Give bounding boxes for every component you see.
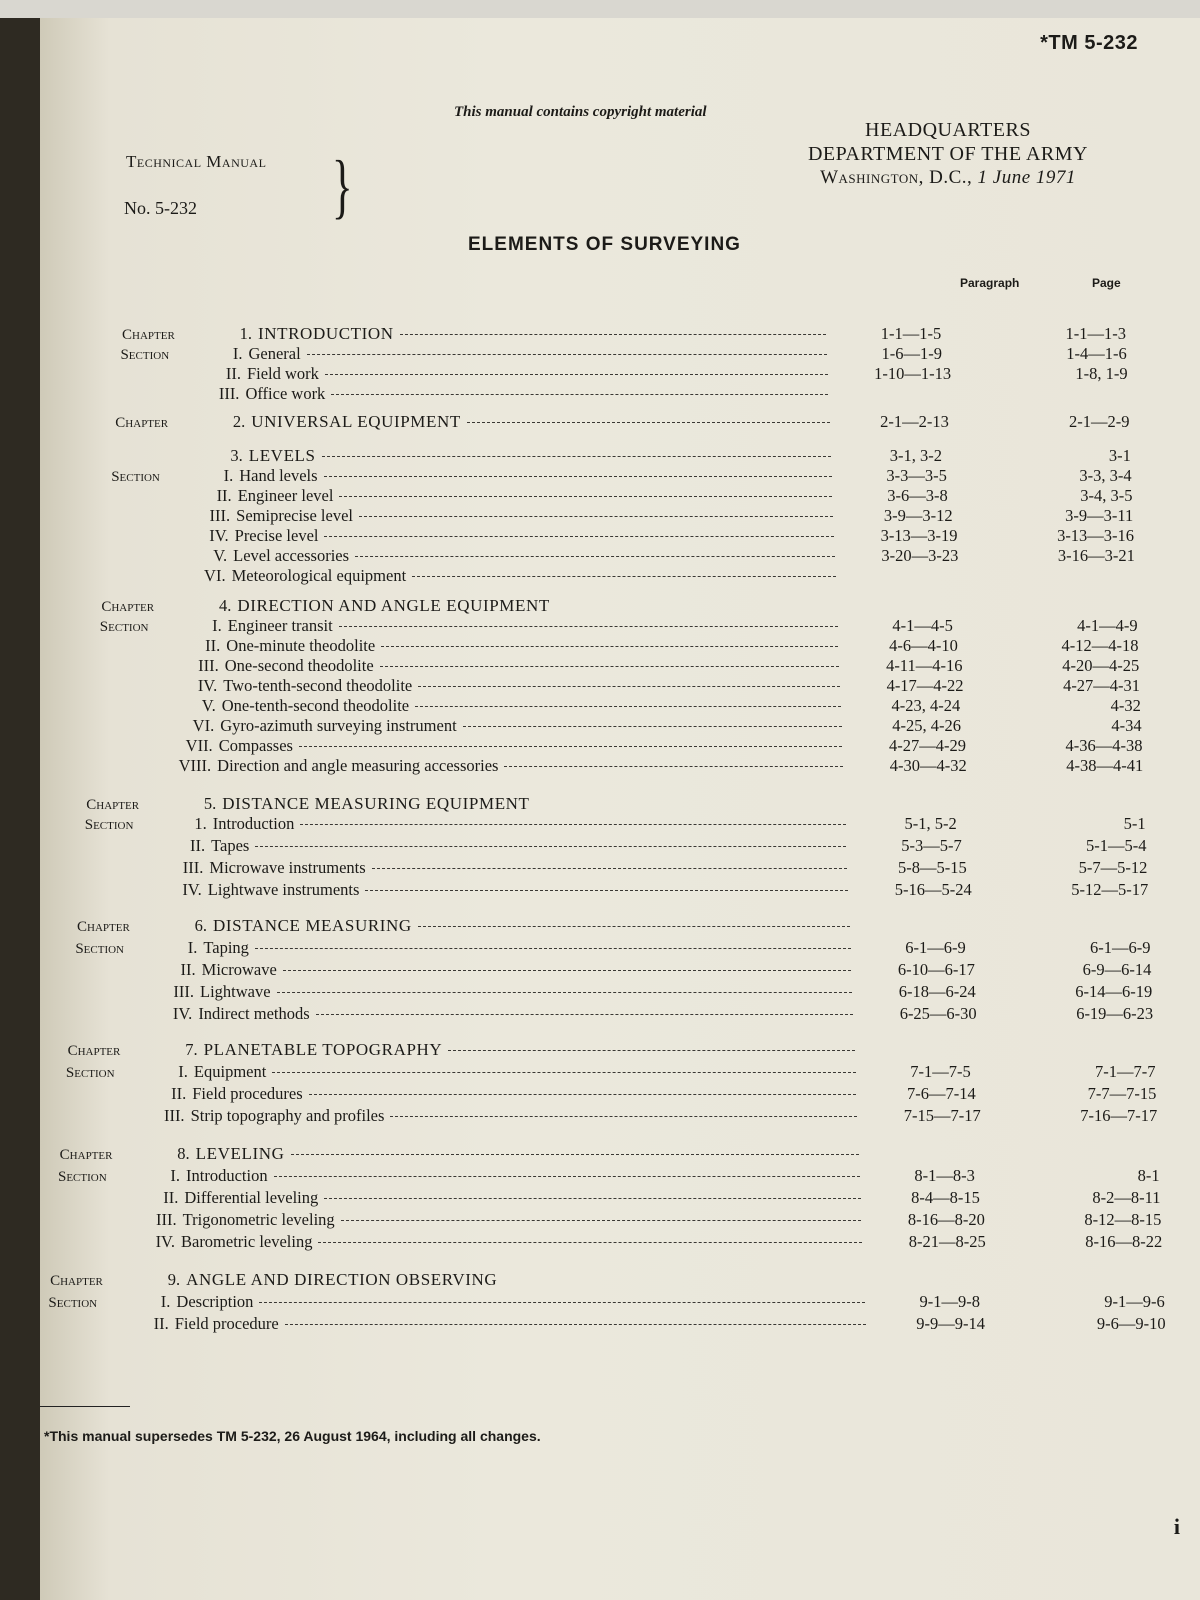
toc-number: II. (189, 836, 206, 855)
toc-label: Two-tenth-second theodolite (223, 676, 413, 695)
toc-page-range: 8-1 (1137, 1166, 1160, 1185)
column-header-page: Page (1092, 276, 1121, 290)
toc-section-row (53, 1232, 1162, 1254)
toc-paragraph-range: 3-13—3-19 (880, 526, 958, 545)
toc-section-row (58, 1166, 1160, 1188)
toc-page-range: 3-16—3-21 (1057, 546, 1135, 565)
toc-number: VII. (185, 736, 213, 755)
toc-label: One-tenth-second theodolite (221, 696, 410, 715)
toc-section-row (105, 546, 1135, 568)
toc-label: Microwave instruments (209, 858, 366, 877)
toc-number: II. (153, 1314, 169, 1333)
toc-page-range: 4-38—4-41 (1066, 756, 1144, 775)
toc-section-row (66, 1062, 1156, 1084)
toc-number: III. (173, 982, 194, 1001)
toc-paragraph-range: 5-8—5-15 (897, 858, 967, 877)
toc-leader-dots (448, 1050, 854, 1051)
toc-leader-dots (324, 476, 832, 477)
toc-section-row (95, 676, 1140, 698)
toc-paragraph-range: 9-1—9-8 (919, 1292, 980, 1311)
toc-paragraph-range: 5-16—5-24 (894, 880, 972, 899)
toc-label: LEVELS (248, 446, 316, 465)
toc-section-row (70, 1004, 1153, 1026)
toc-number: III. (163, 1106, 185, 1125)
toc-prefix: Section (48, 1295, 98, 1311)
toc-chapter-row (113, 446, 1131, 468)
toc-leader-dots (318, 1242, 862, 1243)
toc-prefix: Chapter (59, 1147, 113, 1163)
toc-number: 1. (194, 814, 207, 833)
toc-section-row (81, 858, 1147, 880)
toc-page-range: 9-6—9-10 (1096, 1314, 1166, 1333)
document-title: ELEMENTS OF SURVEYING (468, 234, 741, 255)
toc-number: II. (216, 486, 232, 505)
toc-leader-dots (380, 666, 840, 667)
toc-paragraph-range: 4-23, 4-24 (891, 696, 961, 715)
toc-paragraph-range: 3-20—3-23 (881, 546, 959, 565)
toc-label: Indirect methods (198, 1004, 310, 1023)
document-page (40, 18, 1200, 1600)
toc-section-row (91, 736, 1143, 758)
toc-leader-dots (285, 1324, 866, 1325)
toc-prefix: Chapter (77, 919, 130, 935)
toc-leader-dots (339, 496, 832, 497)
toc-label: One-minute theodolite (226, 636, 376, 655)
toc-leader-dots (400, 334, 826, 335)
footnote-rule (40, 1406, 130, 1407)
footnote: *This manual supersedes TM 5-232, 26 August 1964, including all changes. (44, 1428, 541, 1444)
location: Washington, D.C., (820, 167, 973, 188)
toc-chapter-row (50, 1270, 1164, 1292)
toc-section-row (117, 384, 1128, 406)
toc-paragraph-range: 1-10—1-13 (874, 364, 952, 383)
toc-label: DISTANCE MEASURING EQUIPMENT (222, 794, 530, 813)
toc-page-range: 4-12—4-18 (1061, 636, 1139, 655)
toc-section-row (111, 466, 1131, 488)
tm-number: *TM 5-232 (1040, 32, 1138, 54)
toc-number: II. (180, 960, 196, 979)
toc-paragraph-range: 8-21—8-25 (908, 1232, 986, 1251)
toc-section-row (100, 616, 1138, 638)
toc-section-row (48, 1292, 1164, 1314)
toc-page-range: 8-2—8-11 (1092, 1188, 1161, 1207)
toc-number: III. (156, 1210, 177, 1229)
toc-paragraph-range: 8-16—8-20 (907, 1210, 985, 1229)
toc-number: II. (163, 1188, 179, 1207)
toc-chapter-row (60, 1144, 1159, 1166)
toc-label: General (248, 344, 301, 363)
issue-date: 1 June 1971 (977, 167, 1076, 188)
toc-leader-dots (359, 516, 833, 517)
toc-label: Lightwave instruments (207, 880, 360, 899)
toc-paragraph-range: 4-27—4-29 (888, 736, 966, 755)
column-header-paragraph: Paragraph (960, 276, 1020, 290)
toc-page-range: 4-27—4-31 (1063, 676, 1141, 695)
toc-prefix: Section (84, 817, 134, 833)
toc-page-range: 4-20—4-25 (1062, 656, 1140, 675)
toc-label: Strip topography and profiles (190, 1106, 385, 1125)
toc-label: Semiprecise level (236, 506, 353, 525)
toc-label: Introduction (186, 1166, 268, 1185)
toc-page-range: 6-9—6-14 (1082, 960, 1152, 979)
toc-number: I. (178, 1062, 188, 1081)
toc-leader-dots (322, 456, 831, 457)
toc-page-range: 7-1—7-7 (1095, 1062, 1156, 1081)
toc-section-row (72, 982, 1152, 1004)
toc-label: Barometric leveling (180, 1232, 313, 1251)
toc-paragraph-range: 8-1—8-3 (914, 1166, 975, 1185)
toc-paragraph-range: 3-1, 3-2 (889, 446, 942, 465)
toc-page-range: 4-34 (1111, 716, 1142, 735)
toc-label: Engineer level (237, 486, 334, 505)
toc-section-row (74, 960, 1152, 982)
toc-prefix: Section (99, 619, 149, 635)
toc-number: V. (213, 546, 228, 565)
toc-label: Differential leveling (184, 1188, 319, 1207)
toc-leader-dots (259, 1302, 864, 1303)
toc-number: 6. (194, 916, 207, 935)
toc-page-range: 5-7—5-12 (1078, 858, 1148, 877)
toc-page-range: 3-3, 3-4 (1079, 466, 1132, 485)
toc-section-row (120, 344, 1126, 366)
technical-manual-label: Technical Manual (126, 152, 267, 171)
toc-chapter-row (101, 596, 1137, 618)
toc-paragraph-range: 6-25—6-30 (899, 1004, 977, 1023)
toc-label: DIRECTION AND ANGLE EQUIPMENT (237, 596, 550, 615)
toc-label: Precise level (234, 526, 319, 545)
toc-label: PLANETABLE TOPOGRAPHY (203, 1040, 443, 1059)
toc-number: III. (182, 858, 204, 877)
toc-page-range: 3-9—3-11 (1065, 506, 1134, 525)
toc-prefix: Chapter (101, 599, 155, 615)
toc-chapter-row (86, 794, 1145, 816)
toc-number: 1. (239, 324, 252, 343)
toc-number: 5. (203, 794, 217, 813)
toc-prefix: Chapter (122, 327, 175, 343)
toc-page-range: 3-13—3-16 (1057, 526, 1135, 545)
toc-prefix: Chapter (86, 797, 140, 813)
toc-leader-dots (283, 970, 852, 971)
toc-number: 4. (218, 596, 232, 615)
toc-number: III. (218, 384, 240, 403)
toc-section-row (63, 1106, 1158, 1128)
toc-label: Description (176, 1292, 254, 1311)
toc-prefix: Section (120, 347, 170, 363)
toc-page-range: 2-1—2-9 (1069, 412, 1130, 431)
toc-paragraph-range: 3-9—3-12 (883, 506, 953, 525)
toc-label: Tapes (211, 836, 250, 855)
toc-label: LEVELING (195, 1144, 285, 1163)
toc-page-range: 8-12—8-15 (1084, 1210, 1162, 1229)
toc-section-row (108, 506, 1133, 528)
toc-paragraph-range: 1-6—1-9 (881, 344, 943, 363)
toc-number: I. (223, 466, 234, 485)
toc-page-range: 5-1 (1123, 814, 1146, 833)
toc-number: VIII. (178, 756, 212, 775)
toc-paragraph-range: 9-9—9-14 (916, 1314, 985, 1333)
toc-section-row (89, 756, 1143, 778)
toc-chapter-row (115, 412, 1129, 434)
toc-prefix: Section (111, 469, 160, 485)
manual-number: No. 5-232 (124, 198, 197, 218)
toc-paragraph-range: 7-6—7-14 (907, 1084, 976, 1103)
toc-chapter-row (122, 324, 1126, 346)
toc-leader-dots (415, 706, 841, 707)
toc-paragraph-range: 3-6—3-8 (887, 486, 948, 505)
toc-number: VI. (192, 716, 215, 735)
toc-page-range: 3-4, 3-5 (1080, 486, 1133, 505)
toc-leader-dots (372, 868, 848, 869)
toc-prefix: Section (75, 941, 124, 957)
toc-label: Office work (245, 384, 326, 403)
toc-prefix: Chapter (115, 415, 169, 431)
toc-leader-dots (355, 556, 835, 557)
toc-label: Field procedures (192, 1084, 303, 1103)
toc-label: Microwave (201, 960, 277, 979)
toc-paragraph-range: 4-25, 4-26 (892, 716, 962, 735)
toc-label: ANGLE AND DIRECTION OBSERVING (186, 1270, 498, 1289)
toc-page-range: 7-16—7-17 (1080, 1106, 1158, 1125)
toc-label: Equipment (193, 1062, 267, 1081)
toc-label: Introduction (212, 814, 295, 833)
toc-section-row (104, 566, 1136, 588)
toc-number: IV. (197, 676, 218, 695)
toc-label: Taping (203, 938, 249, 957)
toc-section-row (98, 636, 1138, 658)
toc-page-range: 4-36—4-38 (1065, 736, 1143, 755)
toc-page-range: 5-12—5-17 (1071, 880, 1149, 899)
toc-number: II. (225, 364, 241, 383)
toc-section-row (80, 880, 1148, 902)
toc-paragraph-range: 7-15—7-17 (903, 1106, 981, 1125)
toc-leader-dots (418, 926, 850, 927)
toc-number: I. (212, 616, 222, 635)
brace-glyph: } (331, 146, 353, 226)
toc-paragraph-range: 7-1—7-5 (910, 1062, 971, 1081)
background-surface (0, 0, 1200, 18)
toc-number: IV. (209, 526, 229, 545)
toc-paragraph-range: 3-3—3-5 (886, 466, 947, 485)
toc-label: Hand levels (239, 466, 318, 485)
hq-line: HEADQUARTERS (865, 119, 1031, 141)
toc-paragraph-range: 1-1—1-5 (880, 324, 942, 343)
toc-leader-dots (325, 374, 828, 375)
toc-number: I. (170, 1166, 180, 1185)
toc-number: I. (160, 1292, 171, 1311)
toc-page-range: 8-16—8-22 (1085, 1232, 1163, 1251)
toc-leader-dots (412, 576, 835, 577)
toc-number: 8. (177, 1144, 190, 1163)
toc-leader-dots (381, 646, 838, 647)
toc-number: 7. (185, 1040, 198, 1059)
toc-label: Compasses (218, 736, 293, 755)
toc-page-range: 4-1—4-9 (1077, 616, 1138, 635)
toc-page-range: 1-4—1-6 (1066, 344, 1127, 363)
toc-label: DISTANCE MEASURING (213, 916, 412, 935)
toc-page-range: 6-14—6-19 (1075, 982, 1153, 1001)
toc-chapter-row (68, 1040, 1155, 1062)
toc-page-range: 5-1—5-4 (1085, 836, 1147, 855)
toc-section-row (47, 1314, 1166, 1336)
toc-leader-dots (291, 1154, 859, 1155)
toc-number: 9. (167, 1270, 181, 1289)
toc-section-row (56, 1188, 1160, 1210)
toc-paragraph-range: 4-17—4-22 (886, 676, 964, 695)
toc-leader-dots (307, 354, 827, 355)
toc-paragraph-range: 6-10—6-17 (897, 960, 975, 979)
toc-number: 3. (230, 446, 243, 465)
toc-leader-dots (390, 1116, 857, 1117)
toc-number: I. (187, 938, 198, 957)
toc-number: IV. (155, 1232, 175, 1251)
toc-label: INTRODUCTION (258, 324, 394, 343)
toc-paragraph-range: 4-1—4-5 (892, 616, 953, 635)
toc-number: IV. (182, 880, 202, 899)
toc-paragraph-range: 4-11—4-16 (886, 656, 963, 675)
toc-number: II. (171, 1084, 187, 1103)
toc-leader-dots (255, 948, 851, 949)
toc-prefix: Chapter (50, 1273, 103, 1289)
toc-page-range: 1-8, 1-9 (1075, 364, 1128, 383)
table-of-contents (40, 18, 1200, 1600)
toc-number: III. (198, 656, 219, 675)
toc-label: Field work (246, 364, 319, 383)
toc-prefix: Chapter (67, 1043, 121, 1059)
toc-leader-dots (272, 1072, 855, 1073)
toc-label: Field procedure (174, 1314, 279, 1333)
page-number: i (1173, 1514, 1180, 1539)
toc-section-row (97, 656, 1140, 678)
toc-leader-dots (277, 992, 853, 993)
toc-leader-dots (341, 1220, 862, 1221)
toc-paragraph-range: 2-1—2-13 (880, 412, 949, 431)
toc-leader-dots (324, 1198, 860, 1199)
toc-section-row (55, 1210, 1162, 1232)
toc-number: 2. (232, 412, 246, 431)
toc-number: IV. (172, 1004, 193, 1023)
toc-paragraph-range: 6-18—6-24 (898, 982, 976, 1001)
copyright-notice: This manual contains copyright material (454, 104, 707, 120)
toc-leader-dots (299, 746, 843, 747)
toc-label: Level accessories (233, 546, 350, 565)
toc-label: Trigonometric leveling (182, 1210, 335, 1229)
toc-section-row (107, 526, 1134, 548)
toc-leader-dots (324, 536, 834, 537)
toc-paragraph-range: 8-4—8-15 (911, 1188, 980, 1207)
toc-number: II. (205, 636, 221, 655)
toc-prefix: Section (58, 1169, 107, 1185)
toc-leader-dots (463, 726, 842, 727)
toc-prefix: Section (65, 1065, 115, 1081)
toc-leader-dots (255, 846, 846, 847)
toc-page-range: 6-19—6-23 (1076, 1004, 1154, 1023)
toc-leader-dots (504, 766, 843, 767)
toc-page-range: 6-1—6-9 (1090, 938, 1151, 957)
toc-section-row (110, 486, 1133, 508)
toc-label: One-second theodolite (224, 656, 374, 675)
toc-leader-dots (316, 1014, 854, 1015)
toc-paragraph-range: 6-1—6-9 (905, 938, 966, 957)
toc-label: Gyro-azimuth surveying instrument (220, 716, 457, 735)
toc-leader-dots (300, 824, 845, 825)
department-line: DEPARTMENT OF THE ARMY (807, 143, 1089, 165)
toc-chapter-row (77, 916, 1150, 938)
toc-section-row (94, 696, 1141, 718)
toc-label: UNIVERSAL EQUIPMENT (251, 412, 461, 431)
toc-section-row (75, 938, 1150, 960)
toc-page-range: 7-7—7-15 (1087, 1084, 1157, 1103)
toc-page-range: 3-1 (1108, 446, 1131, 465)
toc-leader-dots (274, 1176, 860, 1177)
toc-paragraph-range: 4-30—4-32 (889, 756, 967, 775)
toc-section-row (92, 716, 1141, 738)
toc-section-row (85, 814, 1146, 836)
toc-number: I. (232, 344, 243, 363)
toc-page-range: 1-1—1-3 (1065, 324, 1126, 343)
toc-leader-dots (467, 422, 830, 423)
toc-number: III. (209, 506, 231, 525)
toc-paragraph-range: 5-3—5-7 (901, 836, 962, 855)
toc-page-range: 9-1—9-6 (1104, 1292, 1165, 1311)
toc-leader-dots (331, 394, 828, 395)
toc-section-row (119, 364, 1128, 386)
toc-leader-dots (309, 1094, 857, 1095)
toc-number: V. (201, 696, 216, 715)
toc-label: Direction and angle measuring accessories (217, 756, 499, 775)
toc-paragraph-range: 5-1, 5-2 (904, 814, 957, 833)
toc-section-row (83, 836, 1146, 858)
toc-paragraph-range: 4-6—4-10 (889, 636, 958, 655)
toc-label: Engineer transit (227, 616, 333, 635)
toc-number: VI. (204, 566, 226, 585)
toc-leader-dots (339, 626, 838, 627)
toc-leader-dots (365, 890, 848, 891)
toc-label: Meteorological equipment (231, 566, 407, 585)
toc-label: Lightwave (199, 982, 271, 1001)
toc-section-row (64, 1084, 1156, 1106)
toc-page-range: 4-32 (1110, 696, 1141, 715)
toc-leader-dots (418, 686, 840, 687)
